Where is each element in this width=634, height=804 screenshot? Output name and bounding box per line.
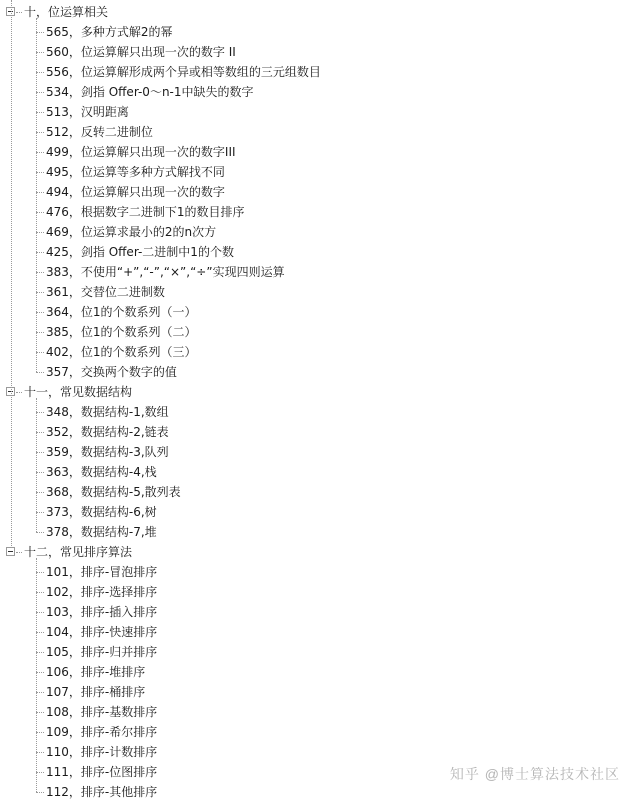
tree-item-label: 352，数据结构-2,链表 bbox=[46, 425, 169, 439]
tree-connector bbox=[36, 432, 44, 433]
tree-connector bbox=[36, 72, 44, 73]
tree-item-label: 402，位1的个数系列（三） bbox=[46, 345, 197, 359]
tree-connector bbox=[36, 652, 44, 653]
tree-item-label: 560，位运算解只出现一次的数字 II bbox=[46, 45, 236, 59]
tree-connector bbox=[36, 132, 44, 133]
section-title: 十，位运算相关 bbox=[24, 5, 109, 19]
tree-connector bbox=[36, 592, 44, 593]
tree-item-label: 373，数据结构-6,树 bbox=[46, 505, 157, 519]
tree-connector bbox=[36, 692, 44, 693]
tree-item-label: 383，不使用“+”,“-”,“×”,“÷”实现四则运算 bbox=[46, 265, 285, 279]
tree-connector bbox=[36, 712, 44, 713]
tree-item-label: 348，数据结构-1,数组 bbox=[46, 405, 169, 419]
collapse-toggle-icon[interactable] bbox=[6, 547, 15, 556]
tree-connector bbox=[36, 172, 44, 173]
tree-connector bbox=[36, 412, 44, 413]
tree-item-label: 110，排序-计数排序 bbox=[46, 745, 158, 759]
tree-connector bbox=[36, 292, 44, 293]
section-title: 十一，常见数据结构 bbox=[24, 385, 133, 399]
tree-item-label: 385，位1的个数系列（二） bbox=[46, 325, 197, 339]
tree-item-label: 512，反转二进制位 bbox=[46, 125, 153, 139]
tree-connector bbox=[36, 212, 44, 213]
tree-connector bbox=[16, 552, 22, 553]
tree-item-label: 495，位运算等多种方式解找不同 bbox=[46, 165, 225, 179]
tree-branch-line bbox=[36, 558, 37, 792]
tree-connector bbox=[36, 452, 44, 453]
tree-connector bbox=[36, 512, 44, 513]
tree-item-label: 368，数据结构-5,散列表 bbox=[46, 485, 181, 499]
tree-item-label: 109，排序-希尔排序 bbox=[46, 725, 158, 739]
tree-connector bbox=[36, 92, 44, 93]
tree-connector bbox=[16, 392, 22, 393]
tree-branch-line bbox=[36, 398, 37, 532]
tree-connector bbox=[36, 612, 44, 613]
tree-item-label: 111，排序-位图排序 bbox=[46, 765, 158, 779]
tree-connector bbox=[36, 332, 44, 333]
tree-connector bbox=[36, 32, 44, 33]
tree-connector bbox=[36, 192, 44, 193]
tree-connector bbox=[36, 112, 44, 113]
tree-item-label: 363，数据结构-4,栈 bbox=[46, 465, 157, 479]
tree-connector bbox=[36, 312, 44, 313]
tree-item-label: 105，排序-归并排序 bbox=[46, 645, 158, 659]
tree-connector bbox=[36, 372, 44, 373]
tree-branch-line bbox=[36, 18, 37, 372]
tree-connector bbox=[36, 772, 44, 773]
tree-connector bbox=[36, 272, 44, 273]
tree-item-label: 364，位1的个数系列（一） bbox=[46, 305, 197, 319]
tree-item-label: 425，剑指 Offer-二进制中1的个数 bbox=[46, 245, 234, 259]
tree-connector bbox=[36, 732, 44, 733]
tree-item-label: 378，数据结构-7,堆 bbox=[46, 525, 157, 539]
tree-connector bbox=[36, 632, 44, 633]
watermark: 知乎 @博士算法技术社区 bbox=[449, 766, 620, 782]
tree-item-label: 104，排序-快速排序 bbox=[46, 625, 158, 639]
section-title: 十二，常见排序算法 bbox=[24, 545, 133, 559]
tree-item-label: 359，数据结构-3,队列 bbox=[46, 445, 169, 459]
tree-connector bbox=[36, 492, 44, 493]
tree-connector bbox=[16, 12, 22, 13]
tree-connector bbox=[36, 232, 44, 233]
tree-item-label: 107，排序-桶排序 bbox=[46, 685, 146, 699]
tree-connector bbox=[36, 352, 44, 353]
tree-root-line bbox=[11, 0, 12, 548]
tree-connector bbox=[36, 672, 44, 673]
tree-item-label: 102，排序-选择排序 bbox=[46, 585, 158, 599]
tree-item-label: 534，剑指 Offer-0～n-1中缺失的数字 bbox=[46, 85, 254, 99]
tree-item-label: 469，位运算求最小的2的n次方 bbox=[46, 225, 217, 239]
tree-item-label: 499，位运算解只出现一次的数字III bbox=[46, 145, 236, 159]
tree-connector bbox=[36, 572, 44, 573]
tree-connector bbox=[36, 52, 44, 53]
tree-item-label: 556，位运算解形成两个异或相等数组的三元组数目 bbox=[46, 65, 321, 79]
tree-item-label: 361，交替位二进制数 bbox=[46, 285, 165, 299]
tree-connector bbox=[36, 472, 44, 473]
tree-connector bbox=[36, 152, 44, 153]
tree-item-label: 101，排序-冒泡排序 bbox=[46, 565, 158, 579]
tree-item-label: 494，位运算解只出现一次的数字 bbox=[46, 185, 225, 199]
tree-item-label: 357，交换两个数字的值 bbox=[46, 365, 177, 379]
tree-item-label: 476，根据数字二进制下1的数目排序 bbox=[46, 205, 245, 219]
tree-connector bbox=[36, 532, 44, 533]
tree-item-label: 106，排序-堆排序 bbox=[46, 665, 146, 679]
tree-connector bbox=[36, 792, 44, 793]
tree-connector bbox=[36, 252, 44, 253]
tree-item-label: 513，汉明距离 bbox=[46, 105, 129, 119]
tree-item-label: 112，排序-其他排序 bbox=[46, 785, 158, 799]
tree-item-label: 103，排序-插入排序 bbox=[46, 605, 158, 619]
tree-item-label: 108，排序-基数排序 bbox=[46, 705, 158, 719]
tree-item-label: 565，多种方式解2的幂 bbox=[46, 25, 173, 39]
tree-connector bbox=[36, 752, 44, 753]
